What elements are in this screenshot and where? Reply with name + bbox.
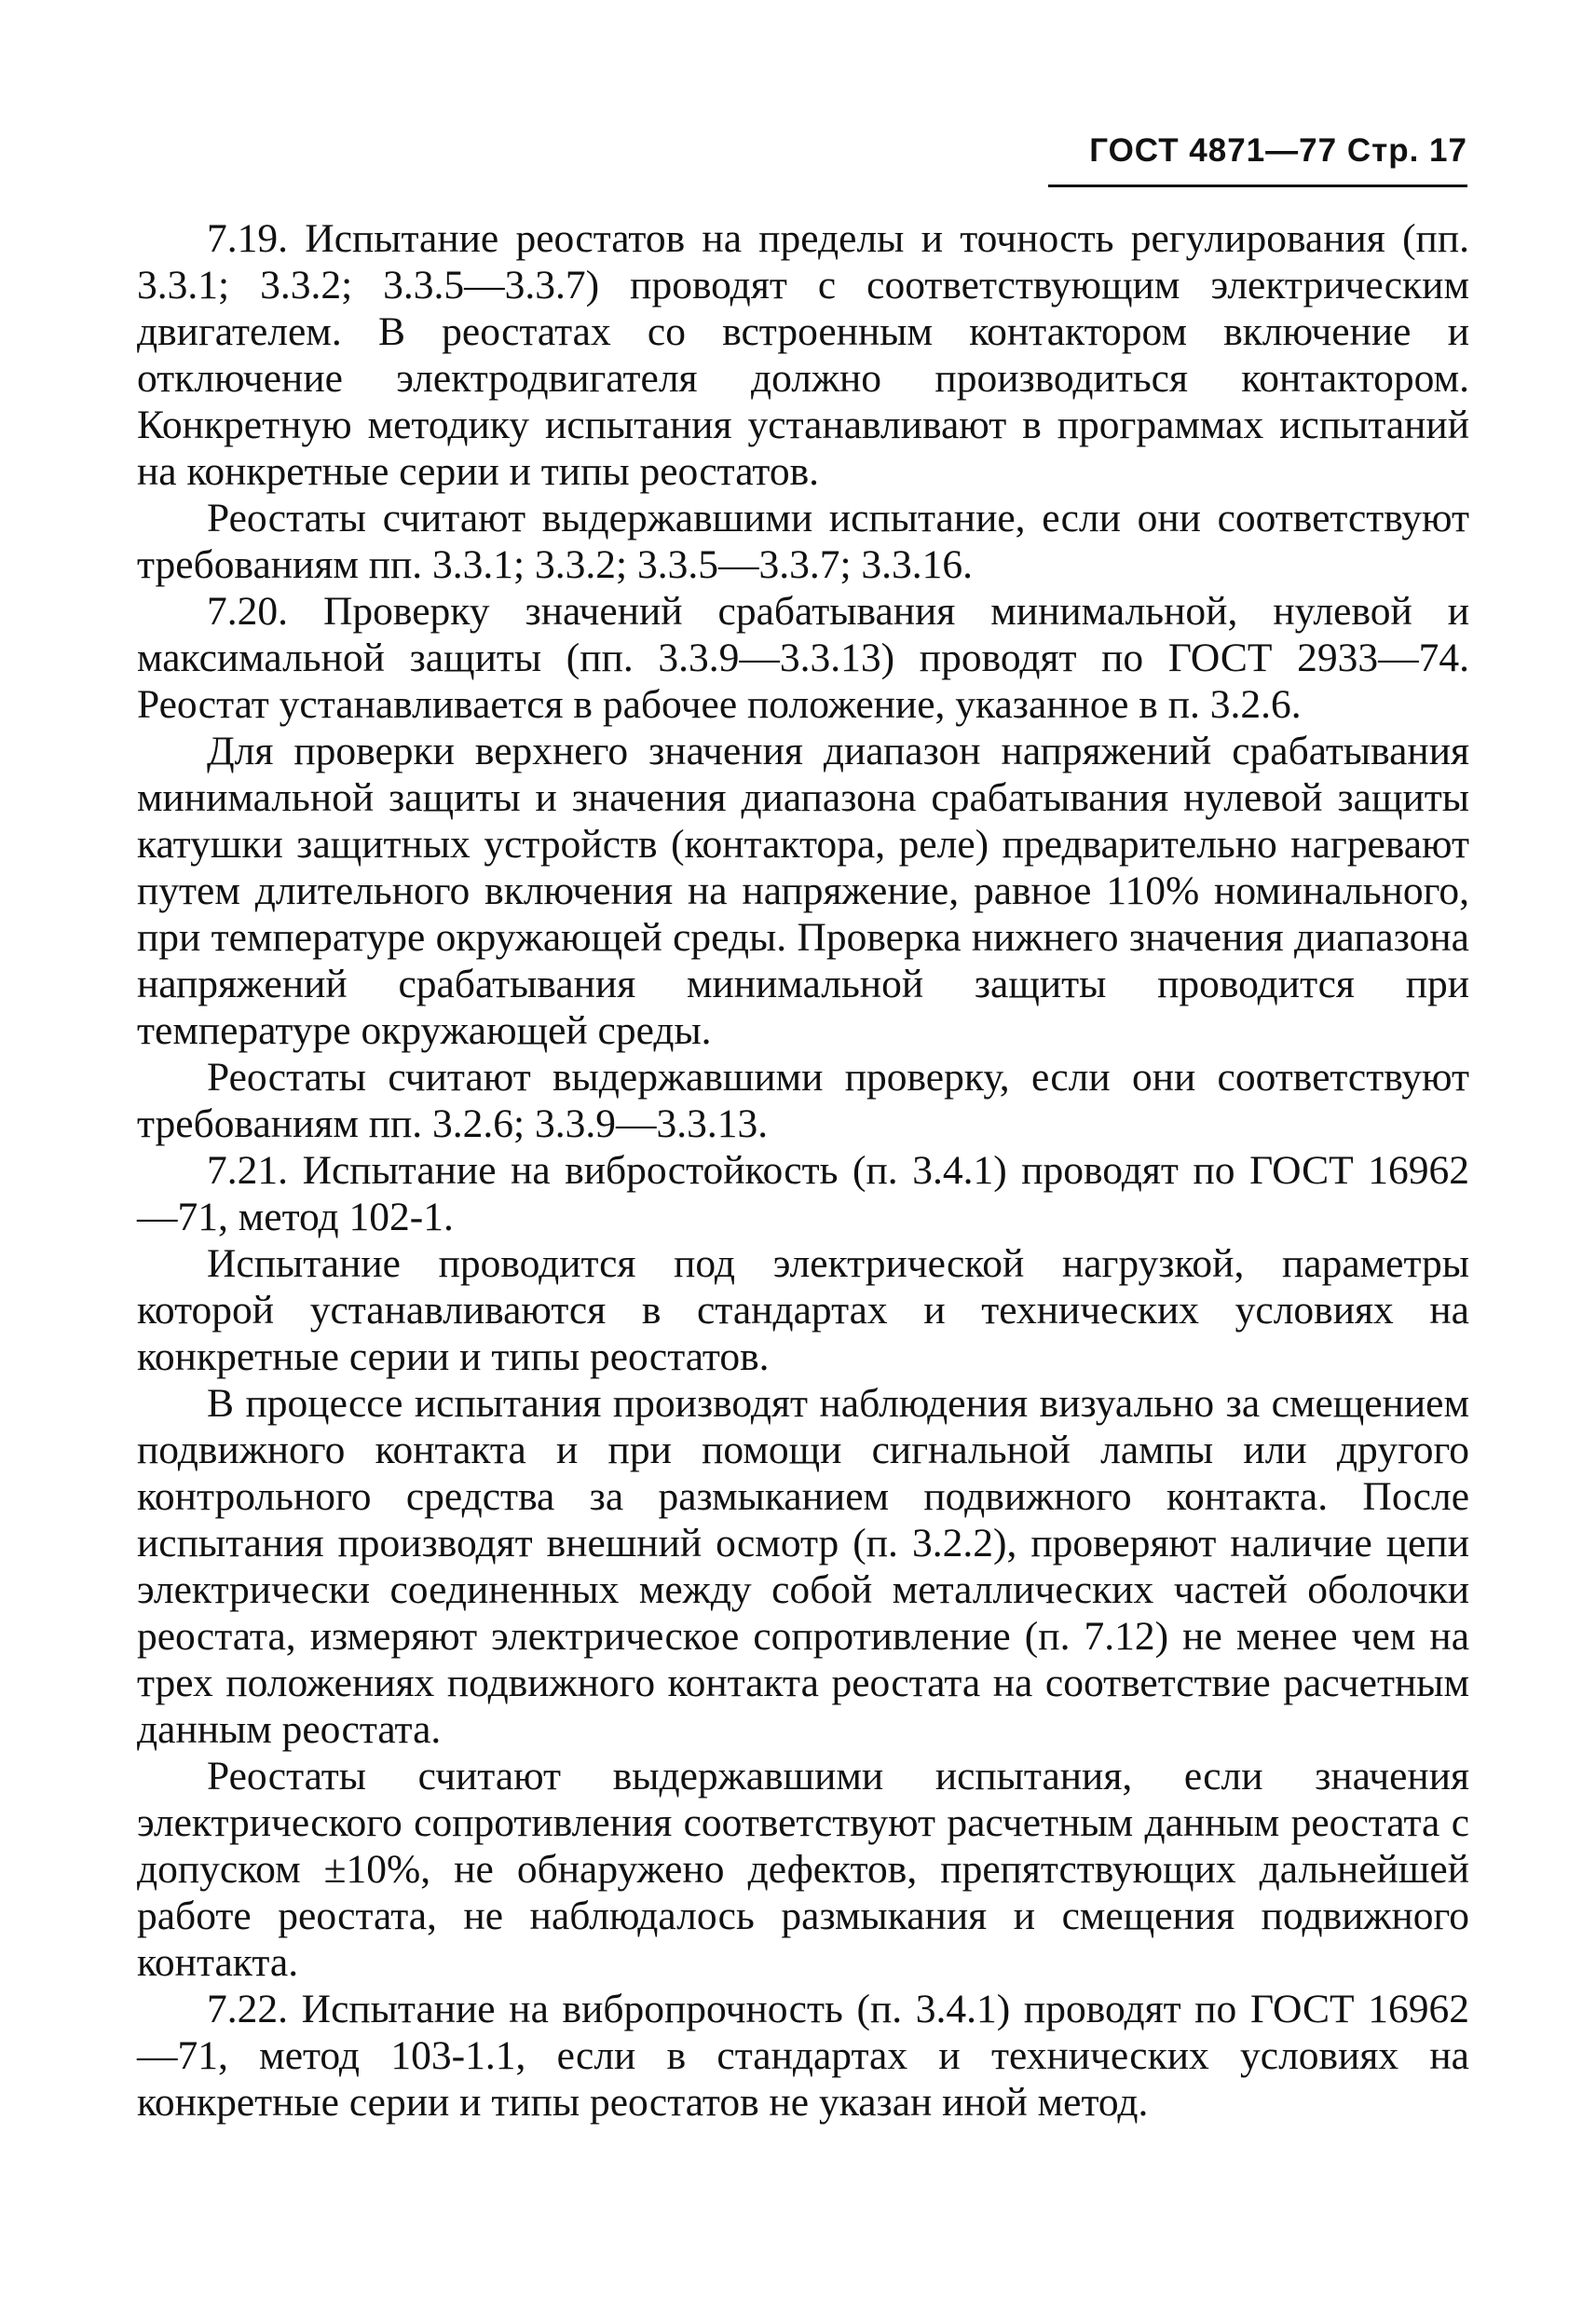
paragraph-7-19-result: Реостаты считают выдержавшими испытание, если они соответствуют требованиям пп. 3.3.1; 3.3.2; 3.3.5—3.3.7; 3.3.16. bbox=[137, 496, 1469, 587]
paragraph-7-20-method: Для проверки верхнего значения диапазон напряжений срабатывания минимальной защиты и значения диапазона срабатывания нулевой защиты катушки защитных устройств (контактора, реле) предварительно нагревают путем длительного включения на напряжение, равное 110% номинального, при температуре окружающей среды. Проверка нижнего значения диапазона напряжений срабатывания минимальной защиты проводится при температуре окружающей среды. bbox=[137, 729, 1469, 1053]
page-header bbox=[1048, 130, 1467, 187]
paragraph-7-20-result: Реостаты считают выдержавшими проверку, если они соответствуют требованиям пп. 3.2.6; 3.3.9—3.3.13. bbox=[137, 1055, 1469, 1146]
paragraph-7-20: 7.20. Проверку значений срабатывания минимальной, нулевой и максимальной защиты (пп. 3.3.9—3.3.13) проводят по ГОСТ 2933—74. Реостат устанавливается в рабочее положение, указанное в п. 3.2.6. bbox=[137, 589, 1469, 727]
paragraph-7-21-load: Испытание проводится под электрической нагрузкой, параметры которой устанавливаются в стандартах и технических условиях на конкретные серии и типы реостатов. bbox=[137, 1241, 1469, 1379]
paragraph-7-21: 7.21. Испытание на вибростойкость (п. 3.4.1) проводят по ГОСТ 16962—71, метод 102-1. bbox=[137, 1148, 1469, 1239]
paragraph-7-22: 7.22. Испытание на вибропрочность (п. 3.4.1) проводят по ГОСТ 16962—71, метод 103-1.1, если в стандартах и технических условиях на конкретные серии и типы реостатов не указан иной метод. bbox=[137, 1987, 1469, 2125]
paragraph-7-19: 7.19. Испытание реостатов на пределы и точность регулирования (пп. 3.3.1; 3.3.2; 3.3.5—3.3.7) проводят с соответствующим электрическим двигателем. В реостатах со встроенным контактором включение и отключение электродвигателя должно производиться контактором. Конкретную методику испытания устанавливают в программах испытаний на конкретные серии и типы реостатов. bbox=[137, 216, 1469, 494]
document-body bbox=[137, 215, 1469, 2126]
page-header-text: ГОСТ 4871—77 Стр. 17 bbox=[1089, 132, 1467, 169]
paragraph-7-21-process: В процессе испытания производят наблюдения визуально за смещением подвижного контакта и при помощи сигнальной лампы или другого контрольного средства за размыканием подвижного контакта. После испытания производят внешний осмотр (п. 3.2.2), проверяют наличие цепи электрически соединенных между собой металлических частей оболочки реостата, измеряют электрическое сопротивление (п. 7.12) не менее чем на трех положениях подвижного контакта реостата на соответствие расчетным данным реостата. bbox=[137, 1381, 1469, 1752]
paragraph-7-21-result: Реостаты считают выдержавшими испытания, если значения электрического сопротивления соответствуют расчетным данным реостата с допуском ±10%, не обнаружено дефектов, препятствующих дальнейшей работе реостата, не наблюдалось размыкания и смещения подвижного контакта. bbox=[137, 1754, 1469, 1985]
